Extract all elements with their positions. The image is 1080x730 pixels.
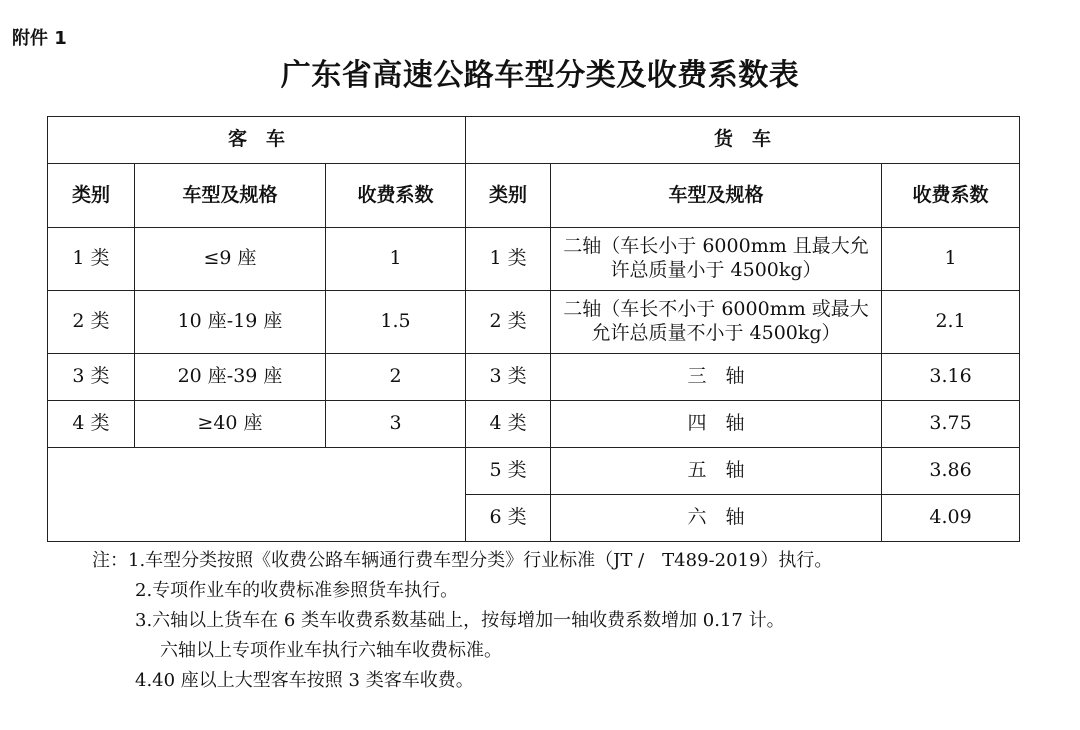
page-title: 广东省高速公路车型分类及收费系数表 <box>280 58 800 93</box>
section-header-row <box>48 117 1020 164</box>
passenger-empty-cell <box>48 448 466 542</box>
truck-spec: 四 轴 <box>551 401 882 448</box>
truck-spec: 五 轴 <box>551 448 882 495</box>
truck-category: 1 类 <box>466 228 551 291</box>
truck-coef: 3.75 <box>882 401 1020 448</box>
truck-spec-line: 允许总质量不小于 4500kg） <box>591 322 841 344</box>
passenger-coef: 1.5 <box>326 291 466 354</box>
truck-spec-line: 二轴（车长不小于 6000mm 或最大 <box>563 298 869 321</box>
truck-spec <box>551 228 882 291</box>
passenger-spec: ≤9 座 <box>135 228 326 291</box>
table-row <box>48 401 1020 448</box>
passenger-category: 2 类 <box>48 291 135 354</box>
table-row <box>48 228 1020 291</box>
passenger-coef: 3 <box>326 401 466 448</box>
truck-coef: 3.16 <box>882 354 1020 401</box>
passenger-section-title: 客 车 <box>48 117 466 164</box>
note-1: 注：1.车型分类按照《收费公路车辆通行费车型分类》行业标准（JT / T489-2019）执行。 <box>92 550 833 571</box>
notes-section <box>92 546 832 696</box>
truck-col-category: 类别 <box>466 164 551 228</box>
passenger-coef: 1 <box>326 228 466 291</box>
passenger-spec: 20 座-39 座 <box>135 354 326 401</box>
truck-coef: 4.09 <box>882 495 1020 542</box>
passenger-coef: 2 <box>326 354 466 401</box>
passenger-category: 3 类 <box>48 354 135 401</box>
note-3: 3.六轴以上货车在 6 类车收费系数基础上，按每增加一轴收费系数增加 0.17 计。 <box>135 610 785 631</box>
truck-spec-line: 二轴（车长小于 6000mm 且最大允 <box>563 235 869 258</box>
passenger-category: 1 类 <box>48 228 135 291</box>
truck-coef: 2.1 <box>882 291 1020 354</box>
note-2: 2.专项作业车的收费标准参照货车执行。 <box>135 580 459 601</box>
passenger-category: 4 类 <box>48 401 135 448</box>
truck-col-spec: 车型及规格 <box>551 164 882 228</box>
column-header-row <box>48 164 1020 228</box>
table-row <box>48 291 1020 354</box>
truck-col-coef: 收费系数 <box>882 164 1020 228</box>
passenger-spec: ≥40 座 <box>135 401 326 448</box>
truck-category: 6 类 <box>466 495 551 542</box>
truck-category: 3 类 <box>466 354 551 401</box>
attachment-label: 附件 1 <box>12 28 67 49</box>
truck-spec <box>551 291 882 354</box>
fee-table <box>47 116 1020 542</box>
truck-coef: 3.86 <box>882 448 1020 495</box>
truck-category: 2 类 <box>466 291 551 354</box>
passenger-spec: 10 座-19 座 <box>135 291 326 354</box>
note-4: 4.40 座以上大型客车按照 3 类客车收费。 <box>135 670 474 691</box>
table-row <box>48 448 1020 495</box>
truck-category: 5 类 <box>466 448 551 495</box>
table-row <box>48 354 1020 401</box>
truck-coef: 1 <box>882 228 1020 291</box>
truck-spec-line: 许总质量小于 4500kg） <box>610 259 822 281</box>
passenger-col-spec: 车型及规格 <box>135 164 326 228</box>
passenger-col-category: 类别 <box>48 164 135 228</box>
truck-section-title: 货 车 <box>466 117 1020 164</box>
truck-category: 4 类 <box>466 401 551 448</box>
truck-spec: 六 轴 <box>551 495 882 542</box>
note-3-continued: 六轴以上专项作业车执行六轴车收费标准。 <box>160 640 502 661</box>
truck-spec: 三 轴 <box>551 354 882 401</box>
passenger-col-coef: 收费系数 <box>326 164 466 228</box>
